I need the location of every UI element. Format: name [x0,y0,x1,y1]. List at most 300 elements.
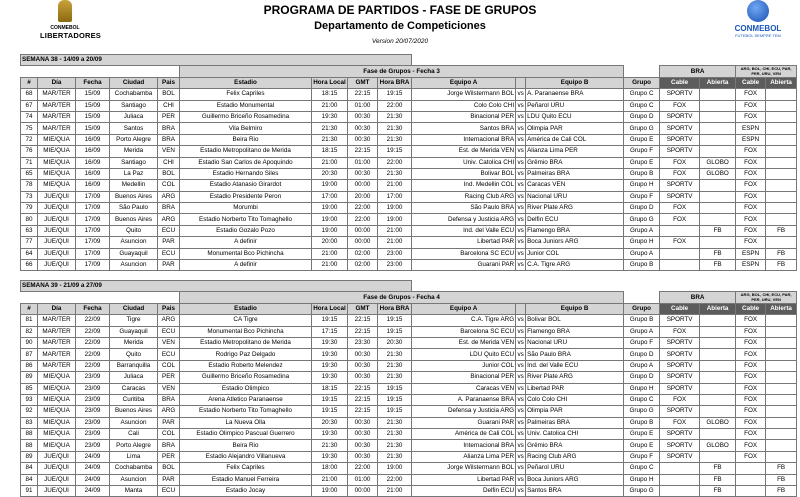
match-cell: 02:00 [348,248,378,259]
column-header: Cable [660,77,700,88]
match-cell: vs [516,134,526,145]
match-cell: Quito [110,349,158,360]
match-cell: 80 [21,214,38,225]
match-cell: Santos BRA [412,123,516,134]
match-cell: MIE/QUA [38,146,76,157]
match-cell [766,394,797,405]
column-header: Fecha [76,303,110,314]
week-label: SEMANA 38 - 14/09 a 20/09 [21,55,412,66]
column-header: GMT [348,303,378,314]
match-cell: FB [766,225,797,236]
match-cell: Santiago [110,157,158,168]
match-cell: Guarani PAR [412,260,516,271]
match-cell [766,451,797,462]
match-cell: 76 [21,146,38,157]
match-cell: FB [766,486,797,497]
match-cell: Flamengo BRA [526,326,624,337]
match-cell [700,315,736,326]
match-cell: Univ. Catolica CHI [526,429,624,440]
match-cell: MAR/TER [38,349,76,360]
match-cell: FOX [736,191,766,202]
match-cell: Estadio Roberto Melendez [180,360,312,371]
match-cell: 21:30 [312,123,348,134]
column-header: Abierta [700,303,736,314]
match-cell [766,89,797,100]
match-cell: 19:00 [378,203,412,214]
match-cell [700,360,736,371]
match-cell: 19:15 [312,406,348,417]
match-cell: Estadio Alejandro Villanueva [180,451,312,462]
match-cell: 00:30 [348,349,378,360]
match-cell: Estadio Presidente Peron [180,191,312,202]
match-cell: Grupo B [624,260,660,271]
match-cell: FOX [736,383,766,394]
match-cell: SPORTV [660,134,700,145]
match-cell: A. Paranaense BRA [526,89,624,100]
match-cell: Libertad PAR [526,383,624,394]
match-cell: 00:30 [348,429,378,440]
match-cell: Arena Atletico Paranaense [180,394,312,405]
column-header: Fecha [76,77,110,88]
match-cell [766,134,797,145]
match-cell: 68 [21,89,38,100]
match-cell [700,100,736,111]
match-cell: Grupo D [624,111,660,122]
match-cell: FOX [736,89,766,100]
match-cell: 17/09 [76,191,110,202]
match-cell: SPORTV [660,191,700,202]
match-cell: vs [516,372,526,383]
match-cell: FOX [736,360,766,371]
match-row [21,89,797,100]
match-cell: A. Paranaense BRA [412,394,516,405]
schedule-table-week-39 [20,280,797,497]
match-cell: 19:15 [378,315,412,326]
match-cell: 22/09 [76,360,110,371]
column-header: Hora BRA [378,303,412,314]
column-header [516,77,526,88]
match-cell: 21:00 [312,260,348,271]
match-row [21,360,797,371]
match-cell: Estadio Metropolitano de Merida [180,146,312,157]
match-cell: MIE/QUA [38,417,76,428]
match-cell: ECU [158,248,180,259]
match-cell [660,248,700,259]
match-cell: 23/09 [76,394,110,405]
column-header: Hora Local [312,303,348,314]
match-cell: Ind. del Valle ECU [412,225,516,236]
match-cell: Lima [110,451,158,462]
match-cell: JUE/QUI [38,191,76,202]
match-cell: Estadio Jocay [180,486,312,497]
match-cell: Medellin [110,180,158,191]
match-cell: 19:00 [312,486,348,497]
match-row [21,486,797,497]
match-cell: Grupo E [624,440,660,451]
match-cell: Guayaquil [110,326,158,337]
match-cell: MAR/TER [38,100,76,111]
match-cell: 01:00 [348,474,378,485]
match-cell: La Nueva Olla [180,417,312,428]
match-cell: 21:00 [312,248,348,259]
match-cell: FOX [660,100,700,111]
match-cell: CHI [158,100,180,111]
match-cell [660,486,700,497]
match-cell: 20:30 [378,337,412,348]
match-cell [700,237,736,248]
match-cell: FB [700,260,736,271]
match-cell [700,146,736,157]
match-cell: vs [516,248,526,259]
match-cell: 01:00 [348,157,378,168]
match-cell: MIE/QUA [38,372,76,383]
match-cell: PAR [158,260,180,271]
match-cell: FOX [736,111,766,122]
match-cell [700,383,736,394]
match-cell: Grupo C [624,463,660,474]
match-cell: vs [516,440,526,451]
column-header: Grupo [624,77,660,88]
column-header-row [21,303,797,314]
match-cell: MIE/QUA [38,157,76,168]
match-cell: SPORTV [660,429,700,440]
match-cell: Estadio Monumental [180,100,312,111]
match-cell: FOX [660,214,700,225]
match-cell: Estadio Olimpico [180,383,312,394]
match-cell [700,180,736,191]
match-cell: Grupo E [624,134,660,145]
match-row [21,225,797,236]
match-cell: Caracas [110,383,158,394]
match-cell: 22:15 [348,146,378,157]
match-cell: Estadio Metropolitano de Merida [180,337,312,348]
match-cell: MIE/QUA [38,383,76,394]
logo-left-text: LIBERTADORES [40,31,102,40]
match-cell: 00:00 [348,225,378,236]
match-cell: 18:15 [312,383,348,394]
column-header: Cable [660,303,700,314]
match-cell: JUE/QUI [38,214,76,225]
column-header: Día [38,77,76,88]
match-cell: JUE/QUI [38,225,76,236]
match-cell: Defensa y Justicia ARG [412,406,516,417]
match-cell: River Plate ARG [526,203,624,214]
match-cell: 22:15 [348,406,378,417]
match-cell: Guillermo Briceño Rosamedina [180,372,312,383]
match-cell: La Paz [110,168,158,179]
column-header: Estadio [180,303,312,314]
match-cell: 19:00 [312,203,348,214]
match-cell [766,429,797,440]
match-cell: SPORTV [660,89,700,100]
version-label: Version 20/07/2020 [371,38,429,45]
match-cell: FOX [660,203,700,214]
match-cell: ARG [158,315,180,326]
match-cell: Guarani PAR [412,417,516,428]
match-cell: 16/09 [76,157,110,168]
match-cell: 15/09 [76,100,110,111]
match-cell: 21:00 [378,486,412,497]
column-header: Equipo A [412,77,516,88]
match-cell: BRA [158,203,180,214]
match-cell: A definir [180,260,312,271]
match-cell: São Paulo BRA [526,349,624,360]
match-cell [700,337,736,348]
match-cell: 17/09 [76,214,110,225]
match-cell: COL [158,360,180,371]
match-cell [700,451,736,462]
match-cell: FOX [736,225,766,236]
match-cell: vs [516,237,526,248]
match-cell: 00:30 [348,111,378,122]
match-cell: 86 [21,360,38,371]
match-cell: Guayaquil [110,248,158,259]
match-cell: Libertad PAR [412,474,516,485]
match-cell: Caracas VEN [412,383,516,394]
match-cell: 21:00 [312,474,348,485]
column-header: Equipo A [412,303,516,314]
match-row [21,260,797,271]
match-cell: JUE/QUI [38,203,76,214]
match-cell: PAR [158,237,180,248]
match-cell: Vila Belmiro [180,123,312,134]
match-cell: 19:00 [378,214,412,225]
match-cell: ECU [158,349,180,360]
match-cell: 85 [21,383,38,394]
column-header: Ciudad [110,77,158,88]
match-cell: Grupo H [624,474,660,485]
match-row [21,157,797,168]
match-cell [766,123,797,134]
column-header: Equipo B [526,303,624,314]
column-header: Pais [158,303,180,314]
match-cell: FB [700,463,736,474]
match-cell: vs [516,463,526,474]
match-cell: 84 [21,463,38,474]
match-cell: FOX [736,417,766,428]
match-row [21,191,797,202]
match-cell: 74 [21,111,38,122]
match-cell: vs [516,146,526,157]
match-cell: Jorge Wilstermann BOL [412,463,516,474]
match-cell: Estadio Hernando Siles [180,168,312,179]
match-cell: 22:15 [348,89,378,100]
match-cell: FOX [736,157,766,168]
column-header: # [21,303,38,314]
tv-bra-label: BRA [660,66,736,77]
match-cell: MIE/QUA [38,134,76,145]
match-cell: vs [516,89,526,100]
week-row [21,281,797,292]
match-cell: Morumbi [180,203,312,214]
match-cell: Palmeiras BRA [526,417,624,428]
match-cell: Juliaca [110,372,158,383]
match-cell: 79 [21,203,38,214]
match-cell: FOX [736,214,766,225]
match-row [21,146,797,157]
match-cell: 22:00 [348,203,378,214]
match-cell: Estadio Norberto Tito Tomaghello [180,406,312,417]
match-cell: Cali [110,429,158,440]
match-cell [766,315,797,326]
match-cell: 00:00 [348,237,378,248]
match-cell: 22:00 [348,463,378,474]
match-cell: 00:30 [348,440,378,451]
tv-bra-label: BRA [660,292,736,303]
match-cell: 84 [21,474,38,485]
logo-right-small: FUTEBOL SEMPRE TEM [735,33,781,38]
match-cell [766,417,797,428]
match-cell: Grupo A [624,248,660,259]
match-cell: 22/09 [76,326,110,337]
match-cell: vs [516,474,526,485]
match-cell [660,225,700,236]
match-row [21,111,797,122]
match-cell [700,326,736,337]
match-cell: Defensa y Justicia ARG [412,214,516,225]
match-cell: 19:15 [378,326,412,337]
match-cell [660,474,700,485]
match-row [21,123,797,134]
match-cell: Santos [110,123,158,134]
match-cell: Barcelona SC ECU [412,326,516,337]
match-cell [766,440,797,451]
match-cell: 17/09 [76,237,110,248]
match-cell: 00:30 [348,360,378,371]
match-row [21,474,797,485]
match-cell: 24/09 [76,486,110,497]
match-cell: SPORTV [660,349,700,360]
match-cell: América de Cali COL [412,429,516,440]
match-cell: 63 [21,225,38,236]
match-cell: 18:00 [312,463,348,474]
match-cell [766,100,797,111]
match-cell: ESPN [736,248,766,259]
match-cell: Beira Rio [180,134,312,145]
match-cell: 17/09 [76,225,110,236]
match-cell: 93 [21,394,38,405]
match-cell: 00:30 [348,417,378,428]
match-cell: 01:00 [348,100,378,111]
match-cell: Grupo F [624,337,660,348]
match-cell: Buenos Aires [110,406,158,417]
match-cell: Bolivar BOL [412,168,516,179]
match-cell: Grupo F [624,451,660,462]
match-cell: vs [516,417,526,428]
match-cell: Binacional PER [412,372,516,383]
match-cell: 19:30 [312,349,348,360]
match-cell: FOX [736,168,766,179]
match-cell: 23/09 [76,372,110,383]
match-cell: 89 [21,372,38,383]
match-cell: ECU [158,326,180,337]
column-header: Ciudad [110,303,158,314]
column-header: Día [38,303,76,314]
match-cell: 16/09 [76,168,110,179]
match-cell: vs [516,486,526,497]
match-cell: Grupo B [624,168,660,179]
match-cell: vs [516,349,526,360]
match-cell: 88 [21,429,38,440]
match-cell: Quito [110,225,158,236]
match-cell: Grupo D [624,203,660,214]
match-cell: América de Cali COL [526,134,624,145]
match-cell: 23/09 [76,440,110,451]
match-cell: Grupo H [624,383,660,394]
match-row [21,337,797,348]
match-cell: Grêmio BRA [526,440,624,451]
match-cell: 21:30 [378,134,412,145]
match-cell: 22:00 [378,474,412,485]
match-cell: CHI [158,157,180,168]
match-cell: 19:30 [312,372,348,383]
match-cell: 20:30 [312,417,348,428]
match-cell: MAR/TER [38,360,76,371]
match-cell [766,372,797,383]
match-cell [736,463,766,474]
match-cell: FB [700,225,736,236]
column-header: Hora BRA [378,77,412,88]
match-cell: MAR/TER [38,89,76,100]
match-cell: COL [158,429,180,440]
match-cell: 15/09 [76,123,110,134]
match-cell [660,463,700,474]
match-cell: 64 [21,248,38,259]
match-cell: 00:00 [348,180,378,191]
match-cell [766,214,797,225]
match-cell: 15/09 [76,111,110,122]
match-cell: Grupo H [624,180,660,191]
match-cell: Junior COL [526,248,624,259]
match-cell: 20:00 [312,237,348,248]
match-cell: Estadio Gozalo Pozo [180,225,312,236]
phase-row [21,292,797,303]
match-cell: 00:00 [348,486,378,497]
match-cell [700,123,736,134]
match-cell: Grupo D [624,349,660,360]
match-cell: Flamengo BRA [526,225,624,236]
match-cell: Curitiba [110,394,158,405]
tv-arg-label: ARG, BOL, CHI, ECU, PAR, PER, URU, VEN [736,66,797,77]
match-cell: FB [766,260,797,271]
match-cell: Porto Alegre [110,440,158,451]
match-cell: Estadio Norberto Tito Tomaghello [180,214,312,225]
match-cell: 17/09 [76,260,110,271]
match-cell: Estadio Olimpico Pascual Guerrero [180,429,312,440]
match-cell: 16/09 [76,180,110,191]
match-cell: vs [516,260,526,271]
match-cell: BRA [158,123,180,134]
match-cell: JUE/QUI [38,260,76,271]
match-cell: Porto Alegre [110,134,158,145]
match-cell: FOX [736,394,766,405]
match-row [21,168,797,179]
match-cell [766,191,797,202]
match-cell [766,383,797,394]
match-cell: 21:00 [378,225,412,236]
column-header [516,303,526,314]
match-cell: SPORTV [660,180,700,191]
match-cell: SPORTV [660,315,700,326]
match-cell: Racing Club ARG [412,191,516,202]
match-cell: 21:00 [378,237,412,248]
match-cell: Barcelona SC ECU [412,248,516,259]
match-cell: 00:30 [348,372,378,383]
match-cell: vs [516,383,526,394]
match-cell: VEN [158,146,180,157]
match-cell: MIE/QUA [38,440,76,451]
match-cell [766,168,797,179]
